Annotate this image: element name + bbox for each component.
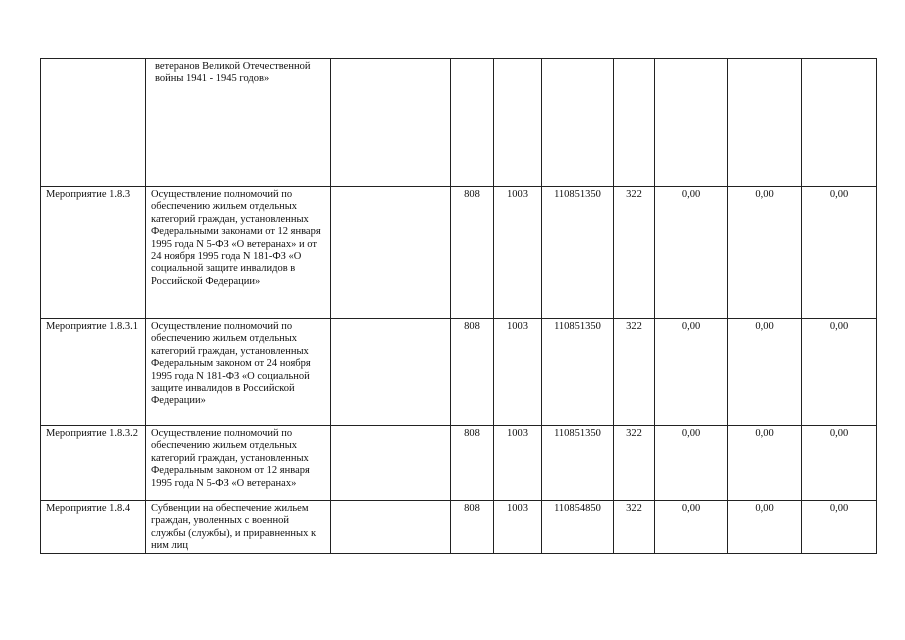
table-row xyxy=(41,319,877,426)
activity-description-cell: Субвенции на обеспечение жильем граждан, уволенных с военной службы (службы), и приравненных к ним лиц xyxy=(146,501,331,554)
amount-cell-1: 0,00 xyxy=(655,426,728,501)
activity-description-cell: Осуществление полномочий по обеспечению жильем отдельных категорий граждан, установленных Федеральными законами от 12 января 1995 года N 5-ФЗ «О ветеранах» и от 24 ноября 1995 года N 181-ФЗ «О социальной защите инвалидов в Российской Федерации» xyxy=(146,187,331,319)
amount-cell-2: 0,00 xyxy=(728,501,802,554)
rzpr-cell: 1003 xyxy=(494,319,542,426)
amount-cell-2: 0,00 xyxy=(728,426,802,501)
amount-cell-3: 0,00 xyxy=(802,319,877,426)
csr-cell: 110851350 xyxy=(542,319,614,426)
grbs-cell: 808 xyxy=(451,319,494,426)
blank-cell xyxy=(331,59,451,187)
amount-cell-2: 0,00 xyxy=(728,319,802,426)
csr-cell: 110851350 xyxy=(542,426,614,501)
amount-cell-3: 0,00 xyxy=(802,187,877,319)
blank-cell xyxy=(331,187,451,319)
amount-cell-3 xyxy=(802,59,877,187)
grbs-cell xyxy=(451,59,494,187)
activity-name-cell xyxy=(41,59,146,187)
amount-cell-1: 0,00 xyxy=(655,187,728,319)
grbs-cell: 808 xyxy=(451,187,494,319)
amount-cell-2: 0,00 xyxy=(728,187,802,319)
activity-description-cell: ветеранов Великой Отечественной войны 1941 - 1945 годов» xyxy=(146,59,331,187)
rzpr-cell: 1003 xyxy=(494,501,542,554)
table-row-continuation xyxy=(41,59,877,187)
rzpr-cell xyxy=(494,59,542,187)
amount-cell-1: 0,00 xyxy=(655,319,728,426)
activity-name-cell: Мероприятие 1.8.4 xyxy=(41,501,146,554)
rzpr-cell: 1003 xyxy=(494,187,542,319)
amount-cell-2 xyxy=(728,59,802,187)
vr-cell: 322 xyxy=(614,187,655,319)
blank-cell xyxy=(331,501,451,554)
table-row xyxy=(41,187,877,319)
activity-name-cell: Мероприятие 1.8.3.2 xyxy=(41,426,146,501)
activity-description-cell: Осуществление полномочий по обеспечению жильем отдельных категорий граждан, установленных Федеральным законом от 12 января 1995 года N 5-ФЗ «О ветеранах» xyxy=(146,426,331,501)
amount-cell-3: 0,00 xyxy=(802,501,877,554)
vr-cell xyxy=(614,59,655,187)
activity-name-cell: Мероприятие 1.8.3.1 xyxy=(41,319,146,426)
amount-cell-1 xyxy=(655,59,728,187)
rzpr-cell: 1003 xyxy=(494,426,542,501)
table-row xyxy=(41,426,877,501)
grbs-cell: 808 xyxy=(451,501,494,554)
activity-description-cell: Осуществление полномочий по обеспечению жильем отдельных категорий граждан, установленных Федеральным законом от 24 ноября 1995 года N 181-ФЗ «О социальной защите инвалидов в Российской Федерации» xyxy=(146,319,331,426)
amount-cell-3: 0,00 xyxy=(802,426,877,501)
vr-cell: 322 xyxy=(614,501,655,554)
activity-name-cell: Мероприятие 1.8.3 xyxy=(41,187,146,319)
table-row xyxy=(41,501,877,554)
vr-cell: 322 xyxy=(614,319,655,426)
csr-cell: 110854850 xyxy=(542,501,614,554)
budget-table xyxy=(40,58,877,554)
amount-cell-1: 0,00 xyxy=(655,501,728,554)
grbs-cell: 808 xyxy=(451,426,494,501)
blank-cell xyxy=(331,319,451,426)
csr-cell: 110851350 xyxy=(542,187,614,319)
vr-cell: 322 xyxy=(614,426,655,501)
csr-cell xyxy=(542,59,614,187)
blank-cell xyxy=(331,426,451,501)
